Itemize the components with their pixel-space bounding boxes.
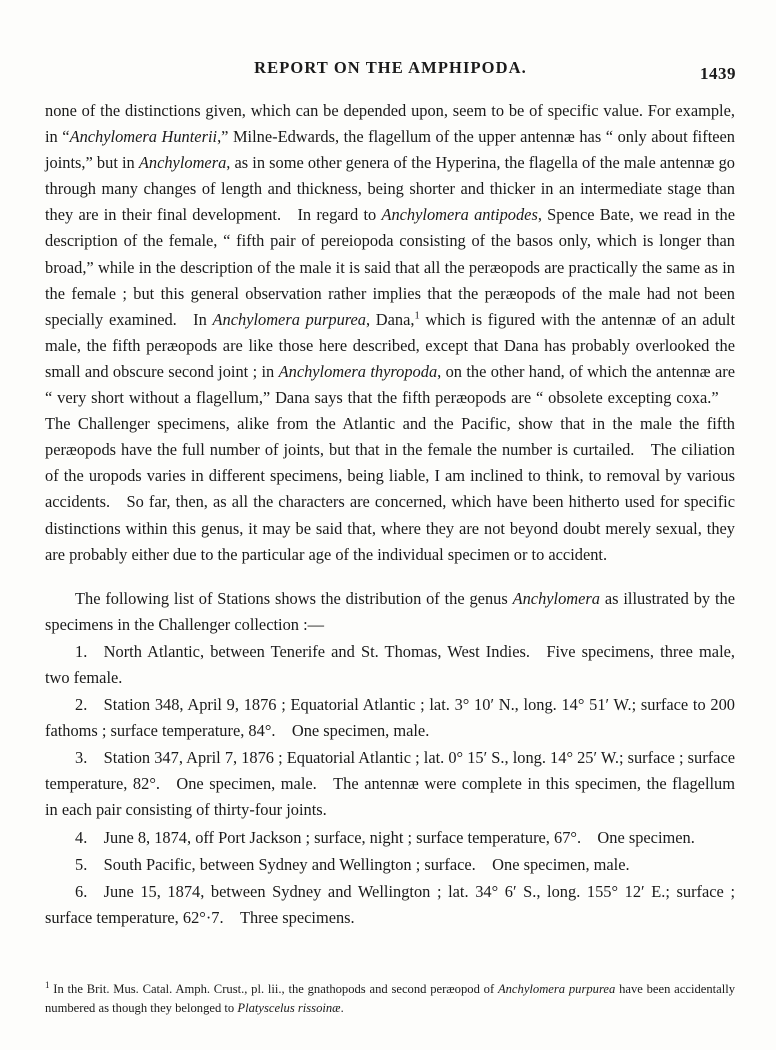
italic-species-name: Anchylomera antipodes bbox=[381, 205, 538, 225]
italic-genus-name: Anchylomera bbox=[138, 153, 227, 173]
text-run: have been accidentally numbered as though they belonged to bbox=[45, 982, 736, 1015]
list-item: 1. North Atlantic, between Tenerife and St. Thomas, West Indies. Five specimens, three male, two female. bbox=[45, 641, 735, 687]
text-run: . bbox=[340, 1001, 344, 1015]
running-title: REPORT ON THE AMPHIPODA. bbox=[254, 58, 527, 77]
text-run: , as in some other genera of the Hyperina, the flagella of the male antennæ go through many changes of length and thickness, being shorter and thicker in an intermediate stage than they are in their final development. In regard to bbox=[45, 153, 735, 225]
list-item: 3. Station 347, April 7, 1876 ; Equatorial Atlantic ; lat. 0° 15′ S., long. 14° 25′ W.; surface ; surface temperature, 82°. One specimen, male. The antennæ were complete in this specimen, the flagellum in each pair consisting of thirty-four joints. bbox=[45, 748, 735, 820]
text-run: , on the other hand, of which the antennæ are “ very short without a flagellum,” Dana says that the fifth peræopods are “ obsolete excepting coxa.” The Challenger specimens, alike from the Atlantic and the Pacific, show that in the male the fifth peræopods have the full number of joints, but that in the female the number is curtailed. The ciliation of the uropods varies in different specimens, being liable, I am inclined to think, to removal by various accidents. So far, then, as all the characters are concerned, which have been hitherto used for specific distinctions within this genus, it may be said that, where they are not beyond doubt merely sexual, they are probably either due to the particular age of the individual specimen or to accident. bbox=[45, 361, 735, 564]
italic-species-name: Anchylomera Hunterii bbox=[69, 127, 218, 147]
italic-species-name: Anchylomera thyropoda bbox=[278, 361, 438, 381]
list-item: 5. South Pacific, between Sydney and Wellington ; surface. One specimen, male. bbox=[75, 854, 630, 874]
page-body bbox=[45, 98, 735, 931]
italic-species-name: Platyscelus rissoinæ bbox=[237, 1001, 341, 1015]
page-number: 1439 bbox=[700, 64, 736, 83]
page-header bbox=[45, 58, 736, 84]
footnote-marker: 1 bbox=[45, 979, 50, 990]
list-item: 6. June 15, 1874, between Sydney and Wellington ; lat. 34° 6′ S., long. 155° 12′ E.; surface ; surface temperature, 62°·7. Three specimens. bbox=[45, 881, 735, 927]
footnote-reference[interactable]: 1 bbox=[414, 310, 420, 322]
paragraph-main bbox=[45, 98, 735, 568]
list-item: 4. June 8, 1874, off Port Jackson ; surface, night ; surface temperature, 67°. One specimen. bbox=[75, 827, 695, 847]
text-run: ,” Milne-Edwards, the flagellum of the upper antennæ has “ only about fifteen joints,” but in bbox=[45, 127, 735, 173]
italic-species-name: Anchylomera purpurea bbox=[212, 309, 366, 329]
text-run: which is figured with the antennæ of an adult male, the fifth peræopods are like those here described, except that Dana has probably overlooked the small and obscure second joint ; in bbox=[45, 309, 736, 381]
paragraph-station-intro bbox=[45, 586, 735, 638]
italic-genus-name: Anchylomera bbox=[512, 588, 600, 608]
text-run: as illustrated by the specimens in the Challenger collection :— bbox=[45, 588, 735, 634]
text-run: In the Brit. Mus. Catal. Amph. Crust., pl. lii., the gnathopods and second peræopod of bbox=[49, 982, 498, 996]
text-run: , Spence Bate, we read in the description of the female, “ fifth pair of pereiopoda consisting of the basos only, which is longer than broad,” while in the description of the male it is said that all the peræopods are practically the same as in the female ; but this general observation rather implies that the peræopods of the male had not been specially examined. In bbox=[45, 205, 735, 329]
footnote bbox=[45, 980, 735, 1018]
text-run: The following list of Stations shows the distribution of the genus bbox=[75, 588, 513, 608]
italic-species-name: Anchylomera purpurea bbox=[497, 982, 616, 996]
text-run: none of the distinctions given, which can be depended upon, seem to be of specific value. For example, in “ bbox=[45, 101, 735, 147]
text-run: , Dana, bbox=[366, 309, 415, 329]
list-item: 2. Station 348, April 9, 1876 ; Equatorial Atlantic ; lat. 3° 10′ N., long. 14° 51′ W.; surface to 200 fathoms ; surface temperature, 84°. One specimen, male. bbox=[45, 695, 735, 741]
